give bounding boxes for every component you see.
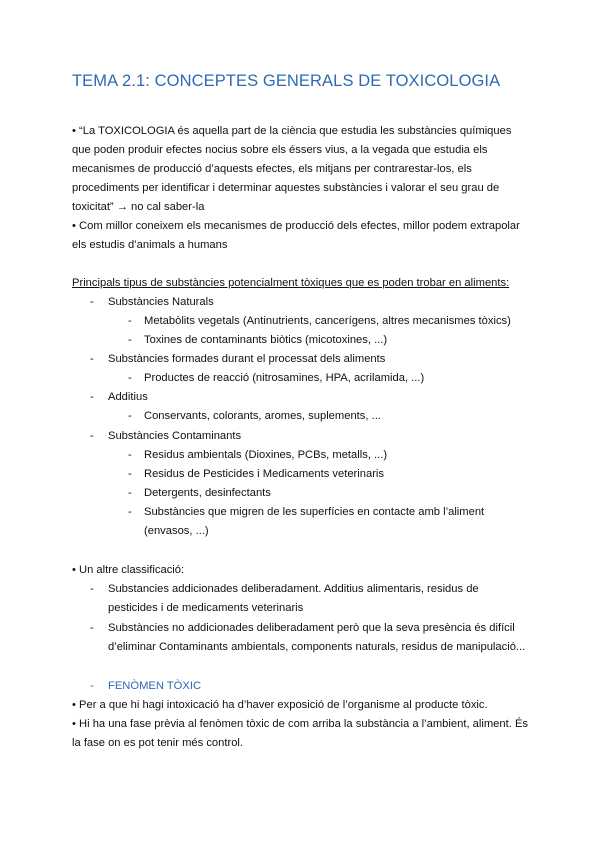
type-subitem: Residus ambientals (Dioxines, PCBs, metalls, ...) — [144, 449, 388, 461]
intro-line: • Com millor coneixem els mecanismes de producció dels efectes, millor podem extrapolar — [72, 220, 520, 232]
intro-paragraph — [72, 122, 532, 255]
intro-line: • “La TOXICOLOGIA és aquella part de la ciència que estudia les substàncies químiques — [72, 125, 512, 137]
type-subitem: Detergents, desinfectants — [144, 487, 271, 499]
type-subitem: Residus de Pesticides i Medicaments veterinaris — [144, 468, 385, 480]
dash-bullet: - — [90, 680, 94, 692]
dash-bullet: - — [128, 506, 132, 518]
page-title: TEMA 2.1: CONCEPTES GENERALS DE TOXICOLOGIA — [72, 72, 501, 90]
classification-line: Substancies addicionades deliberadament. Additius alimentaris, residus de — [108, 583, 479, 595]
section-line: • Hi ha una fase prèvia al fenòmen tòxic de com arriba la substància a l’ambient, aliment. És — [72, 718, 528, 730]
dash-bullet: - — [90, 296, 94, 308]
dash-bullet: - — [128, 468, 132, 480]
classification-intro: • Un altre classificació: — [72, 564, 185, 576]
dash-bullet: - — [90, 391, 94, 403]
dash-bullet: - — [128, 372, 132, 384]
intro-line: els estudis d’animals a humans — [72, 239, 228, 251]
types-heading: Principals tipus de substàncies potencialment tòxiques que es poden trobar en aliments: — [72, 277, 510, 289]
dash-bullet: - — [128, 449, 132, 461]
section-line: la fase on es pot tenir més control. — [72, 737, 244, 749]
dash-bullet: - — [90, 622, 94, 634]
type-subitem: Toxines de contaminants biòtics (micotoxines, ...) — [144, 334, 388, 346]
intro-line: toxicitat” → no cal saber-la — [72, 201, 205, 213]
dash-bullet: - — [128, 334, 132, 346]
dash-bullet: - — [90, 430, 94, 442]
dash-bullet: - — [90, 353, 94, 365]
classification-line: d’eliminar Contaminants ambientals, components naturals, residus de manipulació... — [108, 641, 526, 653]
intro-line: mecanismes de producció d’aquests efectes, els mitjans per contrarestar-los, els — [72, 163, 472, 175]
dash-bullet: - — [128, 410, 132, 422]
type-label: Substàncies Naturals — [108, 296, 214, 308]
intro-line: procediments per identificar i determinar aquestes substàncies i valorar el seu grau de — [72, 182, 500, 194]
type-subitem: Metabòlits vegetals (Antinutrients, cancerígens, altres mecanismes tòxics) — [144, 315, 511, 327]
dash-bullet: - — [128, 315, 132, 327]
type-label: Substàncies formades durant el processat dels aliments — [108, 353, 386, 365]
type-subitem: (envasos, ...) — [144, 525, 209, 537]
type-subitem: Substàncies que migren de les superfícies en contacte amb l’aliment — [144, 506, 485, 518]
section-line: • Per a que hi hagi intoxicació ha d’haver exposició de l’organisme al producte tòxic. — [72, 699, 488, 711]
type-label: Additius — [108, 391, 148, 403]
type-label: Substàncies Contaminants — [108, 430, 242, 442]
intro-line: que poden produir efectes nocius sobre els éssers vius, a la vegada que estudia els — [72, 144, 488, 156]
classification-line: pesticides i de medicaments veterinaris — [108, 602, 304, 614]
type-subitem: Productes de reacció (nitrosamines, HPA, acrilamida, ...) — [144, 372, 425, 384]
type-subitem: Conservants, colorants, aromes, suplements, ... — [144, 410, 381, 422]
dash-bullet: - — [128, 487, 132, 499]
section-heading: FENÒMEN TÒXIC — [108, 680, 202, 692]
dash-bullet: - — [90, 583, 94, 595]
classification-line: Substàncies no addicionades deliberadament però que la seva presència és difícil — [108, 622, 515, 634]
